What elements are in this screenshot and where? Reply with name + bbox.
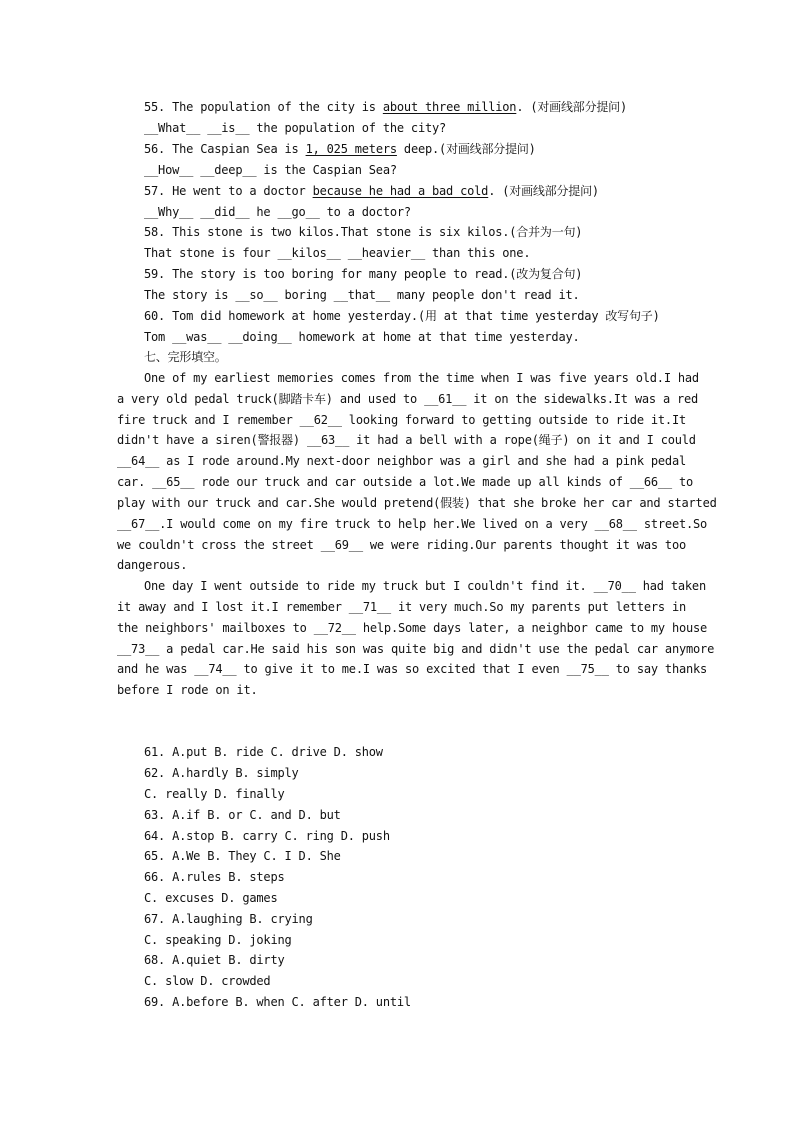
answer-55: __What__ __is__ the population of the city? (144, 121, 447, 135)
underlined-part: about three million (382, 100, 517, 114)
option-line: 67. A.laughing B. crying (144, 912, 313, 926)
passage-line: we couldn't cross the street __69__ we were riding.Our parents thought it was too (117, 538, 686, 552)
question-55 (144, 97, 627, 117)
answer-57: __Why__ __did__ he __go__ to a doctor? (144, 205, 411, 219)
question-instruction: deep.(对画线部分提问) (396, 142, 536, 156)
answer-56: __How__ __deep__ is the Caspian Sea? (144, 163, 397, 177)
option-line: C. really D. finally (144, 787, 285, 801)
passage-line: and he was __74__ to give it to me.I was so excited that I even __75__ to say thanks (117, 662, 708, 676)
option-line: C. speaking D. joking (144, 933, 292, 947)
question-56 (144, 139, 536, 159)
option-line: C. excuses D. games (144, 891, 278, 905)
passage-line: __73__ a pedal car.He said his son was quite big and didn't use the pedal car anymore (117, 642, 715, 656)
answer-60: Tom __was__ __doing__ homework at home at that time yesterday. (144, 330, 580, 344)
question-text: 56. The Caspian Sea is (144, 142, 306, 156)
underlined-part: because he had a bad cold (312, 184, 489, 198)
question-57 (144, 181, 599, 201)
passage-line: One of my earliest memories comes from the time when I was five years old.I had (144, 371, 699, 385)
option-line: 65. A.We B. They C. I D. She (144, 849, 341, 863)
passage-line: One day I went outside to ride my truck but I couldn't find it. __70__ had taken (144, 579, 706, 593)
passage-line: fire truck and I remember __62__ looking forward to getting outside to ride it.It (117, 413, 686, 427)
answer-58: That stone is four __kilos__ __heavier__ than this one. (144, 246, 531, 260)
passage-line: play with our truck and car.She would pretend(假装) that she broke her car and started (117, 496, 717, 510)
passage-line: it away and I lost it.I remember __71__ it very much.So my parents put letters in (117, 600, 686, 614)
option-line: 68. A.quiet B. dirty (144, 953, 285, 967)
question-text: 57. He went to a doctor (144, 184, 313, 198)
passage-line: dangerous. (117, 558, 188, 572)
passage-line: car. __65__ rode our truck and car outside a lot.We made up all kinds of __66__ to (117, 475, 694, 489)
option-line: 62. A.hardly B. simply (144, 766, 299, 780)
question-instruction: . (对画线部分提问) (488, 184, 599, 198)
passage-line: before I rode on it. (117, 683, 258, 697)
passage-line: __67__.I would come on my fire truck to help her.We lived on a very __68__ street.So (117, 517, 708, 531)
passage-line: the neighbors' mailboxes to __72__ help.Some days later, a neighbor came to my house (117, 621, 708, 635)
question-58: 58. This stone is two kilos.That stone is six kilos.(合并为一句) (144, 225, 583, 239)
option-line: 64. A.stop B. carry C. ring D. push (144, 829, 390, 843)
question-59: 59. The story is too boring for many people to read.(改为复合句) (144, 267, 583, 281)
section-title: 七、完形填空。 (144, 350, 227, 364)
option-line: 61. A.put B. ride C. drive D. show (144, 745, 383, 759)
passage-line: a very old pedal truck(脚踏卡车) and used to __61__ it on the sidewalks.It was a red (117, 392, 699, 406)
option-line: C. slow D. crowded (144, 974, 271, 988)
question-text: 55. The population of the city is (144, 100, 383, 114)
underlined-part: 1, 025 meters (305, 142, 397, 156)
option-line: 63. A.if B. or C. and D. but (144, 808, 341, 822)
option-line: 66. A.rules B. steps (144, 870, 285, 884)
passage-line: __64__ as I rode around.My next-door neighbor was a girl and she had a pink pedal (117, 454, 686, 468)
question-60: 60. Tom did homework at home yesterday.(用 at that time yesterday 改写句子) (144, 309, 660, 323)
question-instruction: . (对画线部分提问) (516, 100, 628, 114)
passage-line: didn't have a siren(警报器) __63__ it had a bell with a rope(绳子) on it and I could (117, 433, 696, 447)
answer-59: The story is __so__ boring __that__ many people don't read it. (144, 288, 580, 302)
option-line: 69. A.before B. when C. after D. until (144, 995, 411, 1009)
